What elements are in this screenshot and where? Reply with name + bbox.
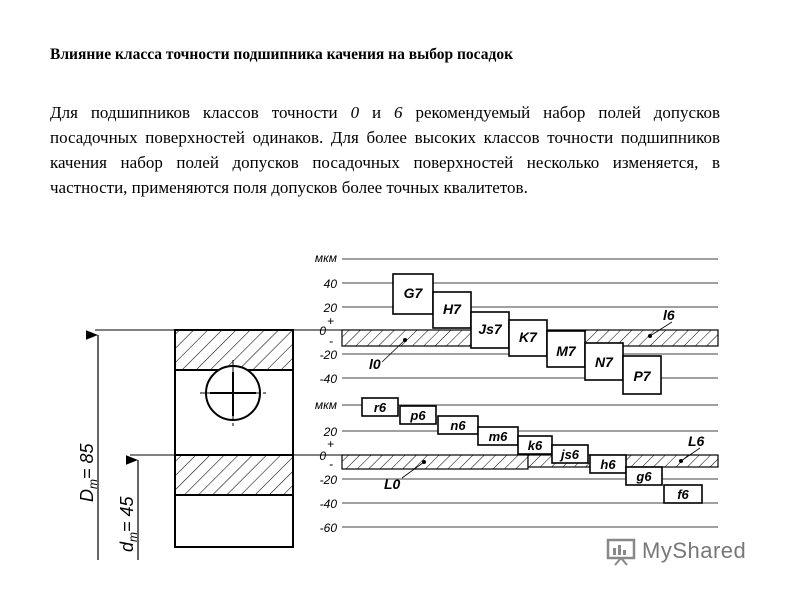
field-r6: r6 [373, 400, 387, 415]
field-k7: K7 [519, 329, 537, 345]
field-h6: h6 [600, 457, 616, 472]
top-l0-label: l0 [369, 356, 381, 372]
bearing-section [175, 330, 293, 547]
field-n6: n6 [450, 418, 466, 433]
top-plus: + [326, 314, 334, 328]
inner-diameter-label: $d_m= 45$ [117, 496, 140, 552]
field-js6: js6 [560, 447, 580, 462]
bottom-tick-m20: -20 [319, 473, 337, 487]
bottom-plus: + [326, 437, 334, 451]
field-g6: g6 [636, 469, 652, 484]
bottom-l6-label: L6 [688, 433, 705, 449]
field-g7: G7 [403, 285, 423, 301]
bottom-tick-m60: -60 [319, 521, 337, 535]
watermark [606, 536, 746, 566]
field-k6: k6 [527, 438, 543, 453]
para-part-1: Для подшипников классов точности [50, 103, 351, 122]
field-js7: Js7 [478, 321, 502, 337]
top-tick-40: 40 [323, 277, 337, 291]
bottom-tick-0: 0 [319, 449, 326, 463]
field-p7: P7 [633, 368, 651, 384]
bottom-minus: - [329, 457, 333, 471]
top-tick-m20: -20 [319, 348, 337, 362]
outer-diameter-label: $D_m= 85$ [77, 443, 100, 502]
field-n7: N7 [595, 354, 613, 370]
outer-ring [175, 330, 293, 370]
bottom-bearing-zone-left [342, 455, 528, 469]
presentation-icon [606, 536, 636, 566]
field-h7: H7 [443, 301, 461, 317]
para-part-3: рекомендуемый набор полей допусков посадочных поверхностей одинаков. Для более высоких классов точности подшипников качения набор полей допусков посадочных поверхностей несколько изменяется, в частности, применяются поля допусков более точных квалитетов. [50, 103, 720, 197]
class-0: 0 [350, 103, 360, 122]
top-tolerance-chart [293, 251, 718, 455]
top-l6-label: l6 [663, 307, 675, 323]
field-m7: M7 [556, 343, 576, 359]
inner-ring [175, 455, 293, 495]
bottom-tolerance-chart [315, 398, 718, 535]
bottom-l0-label: L0 [384, 476, 401, 492]
top-tick-m40: -40 [319, 372, 337, 386]
bottom-unit: мкм [314, 398, 337, 412]
class-6: 6 [394, 103, 403, 122]
top-minus: - [329, 334, 333, 348]
top-unit: мкм [314, 251, 337, 265]
top-tick-0: 0 [319, 324, 326, 338]
page-title: Влияние класса точности подшипника качения на выбор посадок [50, 46, 514, 63]
top-tick-20: 20 [323, 301, 337, 315]
watermark-text: MyShared [642, 538, 747, 563]
field-f6: f6 [677, 487, 689, 502]
bottom-tick-m40: -40 [319, 497, 337, 511]
field-p6: p6 [410, 408, 426, 423]
bottom-tick-20: 20 [323, 425, 337, 439]
field-m6: m6 [488, 429, 508, 444]
para-part-2: и [359, 103, 395, 122]
